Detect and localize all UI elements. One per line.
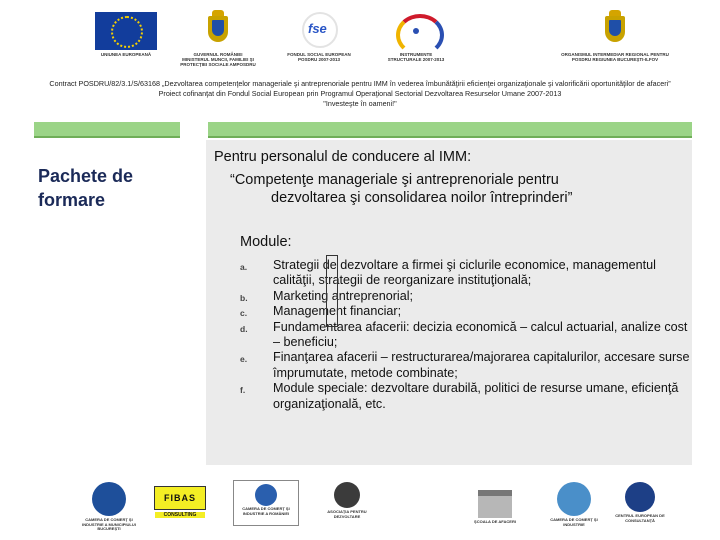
- ministry-logo: [180, 10, 256, 70]
- audience-heading: Pentru personalul de conducere al IMM:: [214, 149, 472, 165]
- coat-of-arms-icon: [205, 10, 231, 50]
- ccir-caption: CAMERA DE COMERŢ ŞI INDUSTRIE A ROMÂNIEI: [242, 506, 290, 516]
- left-green-line: [34, 136, 180, 138]
- list-item-text: Module speciale: dezvoltare durabilă, politici de resurse umane, eficienţă organizaţională, etc.: [273, 381, 679, 411]
- asociatia-caption: ASOCIAŢIA PENTRU DEZVOLTARE: [327, 509, 367, 519]
- ccir-frame: [233, 480, 299, 526]
- list-item-text: Finanţarea afacerii – restructurarea/majorarea capitalurilor, accesare surse împrumutate, metode combinate;: [273, 350, 690, 380]
- list-item-text: Marketing antreprenorial;: [273, 288, 414, 303]
- structural-logo: [384, 10, 448, 70]
- ccib-emblem-icon: [92, 482, 126, 516]
- list-item-letter: a.: [240, 262, 248, 272]
- scoala-logo: [462, 480, 528, 536]
- oi-logo: [560, 10, 670, 70]
- section-title-line1: Pachete de: [38, 166, 134, 186]
- list-item: [240, 289, 690, 304]
- list-item-text: Management financiar;: [273, 304, 402, 319]
- contract-line: Contract POSDRU/82/3.1/S/63168 „Dezvoltarea competenţelor manageriale şi antreprenoriale pentru IMM în vederea îmbunătăţirii eficienţei organizaţionale şi valorificării oportunităţilor de afaceri”: [49, 79, 671, 88]
- cec-logo: [612, 480, 668, 536]
- section-title-line2: formare: [38, 190, 106, 210]
- program-title-line2: dezvoltarea şi consolidarea noilor întreprinderi”: [271, 190, 573, 206]
- cec-caption: CENTRUL EUROPEAN DE CONSULTANŢĂ: [615, 513, 665, 523]
- list-item-letter: e.: [240, 354, 248, 365]
- ministry-caption: GUVERNUL ROMÂNIEI MINISTERUL MUNCII, FAMILIEI ŞI PROTECŢIEI SOCIALE AMPOSDRU: [180, 52, 256, 67]
- ccir-emblem-icon: [255, 484, 277, 506]
- project-line: Proiect cofinanţat din Fondul Social European prin Programul Operaţional Sectorial Dezvoltarea Resurselor Umane 2007-2013: [158, 89, 562, 98]
- list-item-letter: c.: [240, 308, 248, 319]
- left-green-bar: [34, 122, 180, 136]
- program-title: [230, 171, 670, 207]
- eu-caption: UNIUNEA EUROPEANĂ: [100, 52, 152, 57]
- structural-instruments-icon: [391, 10, 441, 52]
- modules-label: Module:: [240, 234, 292, 250]
- fibas-logo: [152, 480, 208, 536]
- list-item: [240, 320, 690, 351]
- cec-emblem-icon: [625, 482, 655, 512]
- fibas-sub: CONSULTING: [155, 512, 205, 518]
- list-item-letter: d.: [240, 323, 248, 334]
- list-item: [240, 350, 690, 381]
- list-item: [240, 258, 690, 289]
- motto: "Investeşte în oameni!": [323, 99, 397, 108]
- building-icon: [478, 490, 512, 518]
- cci-tm-logo: [540, 480, 608, 536]
- list-item: [240, 381, 690, 412]
- ccib-caption: CAMERA DE COMERŢ ŞI INDUSTRIE A MUNICIPIULUI BUCUREŞTI: [82, 517, 136, 531]
- fse-emblem-icon: [296, 10, 342, 52]
- ccib-logo: [78, 480, 140, 536]
- scoala-caption: ŞCOALA DE AFACERI: [474, 519, 516, 524]
- coat-of-arms-icon: [602, 10, 628, 50]
- program-title-line1: “Competenţe manageriale şi antreprenoriale pentru: [230, 172, 559, 188]
- eu-logo: [88, 10, 164, 70]
- ccir-logo: [228, 480, 304, 536]
- fse-logo: [284, 10, 354, 70]
- asociatia-emblem-icon: [334, 482, 360, 508]
- list-item-text: Strategii de dezvoltare a firmei şi ciclurile economice, managementul calităţii, strategii de reorganizare instituţională;: [273, 258, 656, 288]
- right-green-bar: [208, 122, 692, 136]
- fibas-mark: FIBAS: [154, 486, 206, 510]
- list-item-letter: f.: [240, 385, 246, 396]
- modules-list: [240, 258, 690, 412]
- fse-mark: fse: [308, 21, 327, 36]
- right-green-line: [208, 136, 692, 138]
- asociatia-logo: [322, 480, 372, 536]
- eu-flag-icon: [95, 12, 157, 50]
- list-item-letter: b.: [240, 292, 248, 303]
- list-item-text: Fundamentarea afacerii: decizia economică – calcul actuarial, analize cost – beneficiu;: [273, 319, 688, 350]
- cci-tm-emblem-icon: [557, 482, 591, 516]
- cci-tm-caption: CAMERA DE COMERŢ ŞI INDUSTRIE: [550, 517, 598, 527]
- section-title: [38, 164, 133, 212]
- oi-caption: ORGANISMUL INTERMEDIAR REGIONAL PENTRU POSDRU REGIUNEA BUCUREŞTI-ILFOV: [561, 52, 669, 62]
- fse-caption: FONDUL SOCIAL EUROPEAN POSDRU 2007-2013: [287, 52, 351, 62]
- list-item: [240, 304, 690, 319]
- structural-caption: INSTRUMENTE STRUCTURALE 2007-2013: [387, 52, 445, 62]
